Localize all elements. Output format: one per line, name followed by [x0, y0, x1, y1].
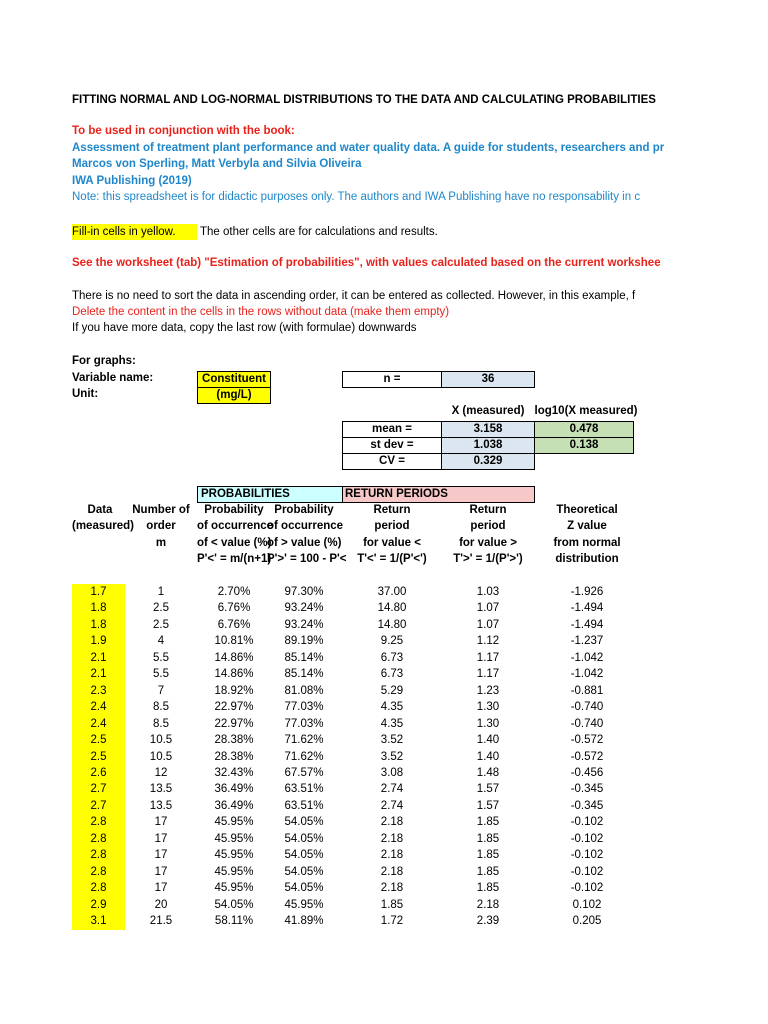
cell-order: 20 [154, 898, 168, 911]
cell-z-value: -1.042 [570, 651, 604, 664]
header-tl-3: for value < [363, 537, 421, 549]
cell-order: 8.5 [153, 701, 169, 714]
cell-prob-less: 14.86% [214, 668, 254, 681]
cell-data[interactable]: 1.8 [72, 617, 125, 634]
cell-prob-less: 28.38% [214, 750, 254, 763]
cell-prob-less: 58.11% [214, 915, 254, 927]
header-tl-2: period [374, 520, 410, 532]
header-order-3: m [155, 537, 167, 549]
cell-prob-more: 89.19% [284, 635, 324, 648]
table-row [0, 749, 768, 766]
cell-order: 7 [157, 684, 165, 697]
header-data-1: Data [87, 504, 113, 516]
cell-return-less: 6.73 [380, 651, 404, 664]
cell-return-more: 1.07 [476, 602, 500, 615]
cell-order: 5.5 [153, 651, 169, 664]
cell-return-more: 1.40 [476, 734, 500, 747]
cell-prob-less: 45.95% [214, 882, 254, 895]
cell-return-more: 1.48 [476, 766, 500, 779]
cell-order: 17 [154, 832, 168, 845]
table-row [0, 765, 768, 782]
cell-return-more: 2.39 [476, 915, 500, 927]
cell-order: 10.5 [149, 750, 173, 763]
cell-prob-more: 97.30% [284, 586, 324, 598]
cell-prob-more: 54.05% [284, 849, 324, 862]
cell-prob-more: 54.05% [284, 882, 324, 895]
cell-order: 21.5 [149, 915, 173, 927]
cell-order: 17 [154, 865, 168, 878]
cell-order: 4 [157, 635, 165, 648]
cell-data[interactable]: 2.5 [72, 732, 125, 749]
cell-z-value: -0.740 [570, 717, 604, 730]
cell-order: 8.5 [153, 717, 169, 730]
cell-order: 13.5 [149, 799, 173, 812]
header-order-1: Number of [132, 504, 190, 516]
cell-prob-less: 22.97% [214, 701, 254, 714]
cell-prob-more: 41.89% [284, 915, 324, 927]
cell-return-more: 1.85 [476, 865, 500, 878]
page-title: FITTING NORMAL AND LOG-NORMAL DISTRIBUTIONS TO THE DATA AND CALCULATING PROBABILITIES [72, 94, 656, 106]
header-tl-4: T'<' = 1/(P'<') [357, 553, 427, 565]
book-title: Assessment of treatment plant performance and water quality data. A guide for students, researchers and pr [72, 142, 665, 154]
cell-z-value: -0.102 [570, 865, 604, 878]
cell-prob-less: 6.76% [217, 618, 251, 631]
table-row [0, 897, 768, 914]
table-row [0, 650, 768, 667]
cv-x-value: 0.329 [441, 453, 535, 470]
mean-log-value: 0.478 [534, 421, 634, 438]
header-pl-4: P'<' = m/(n+1) [197, 553, 272, 565]
cell-prob-less: 6.76% [217, 602, 251, 615]
cell-data[interactable]: 2.8 [72, 831, 125, 848]
header-pm-3: of > value (%) [267, 537, 342, 549]
cell-return-more: 2.18 [476, 898, 500, 911]
table-row [0, 732, 768, 749]
cell-data[interactable]: 2.5 [72, 749, 125, 766]
cell-prob-less: 45.95% [214, 832, 254, 845]
cell-return-more: 1.17 [476, 651, 500, 664]
cell-data[interactable]: 2.8 [72, 864, 125, 881]
variable-name-label: Variable name: [72, 372, 154, 384]
cell-order: 1 [157, 586, 165, 598]
see-worksheet-note: See the worksheet (tab) "Estimation of probabilities", with values calculated based on the current workshee [72, 257, 661, 269]
cell-data[interactable]: 2.6 [72, 765, 125, 782]
cell-prob-less: 36.49% [214, 783, 254, 796]
copy-row-note: If you have more data, copy the last row (with formulae) downwards [72, 322, 417, 334]
cell-z-value: -0.456 [570, 766, 604, 779]
cell-prob-less: 18.92% [214, 684, 254, 697]
cell-prob-less: 45.95% [214, 816, 254, 829]
cell-return-less: 2.18 [380, 882, 404, 895]
cell-prob-more: 85.14% [284, 651, 324, 664]
cell-return-more: 1.57 [476, 783, 500, 796]
table-row [0, 699, 768, 716]
cell-return-less: 3.08 [380, 766, 404, 779]
cell-prob-more: 81.08% [284, 684, 324, 697]
cell-return-less: 9.25 [380, 635, 404, 648]
publisher: IWA Publishing (2019) [72, 175, 192, 187]
cell-prob-less: 14.86% [214, 651, 254, 664]
cell-data[interactable]: 2.7 [72, 781, 125, 798]
table-row [0, 880, 768, 897]
header-z-1: Theoretical [556, 504, 618, 516]
for-graphs-label: For graphs: [72, 355, 136, 367]
header-tm-1: Return [469, 504, 507, 516]
cell-return-less: 6.73 [380, 668, 404, 681]
cell-data[interactable]: 2.3 [72, 683, 125, 700]
header-tm-2: period [470, 520, 506, 532]
cell-z-value: -0.102 [570, 816, 604, 829]
table-row [0, 781, 768, 798]
cell-return-less: 2.18 [380, 849, 404, 862]
n-value-cell: 36 [441, 371, 535, 388]
return-periods-header: RETURN PERIODS [342, 486, 535, 503]
cell-prob-less: 32.43% [214, 766, 254, 779]
cell-z-value: 0.205 [572, 915, 602, 927]
cell-return-less: 2.18 [380, 865, 404, 878]
cell-order: 17 [154, 816, 168, 829]
cell-order: 2.5 [153, 602, 169, 615]
cell-prob-more: 67.57% [284, 766, 324, 779]
log-x-header: log10(X measured) [534, 405, 638, 417]
cell-data[interactable]: 1.7 [72, 584, 125, 601]
cell-z-value: -1.494 [570, 618, 604, 631]
cell-order: 13.5 [149, 783, 173, 796]
delete-rows-note: Delete the content in the cells in the rows without data (make them empty) [72, 306, 450, 318]
cell-data[interactable]: 2.7 [72, 798, 125, 815]
fill-in-note: Fill-in cells in yellow. [72, 224, 197, 240]
table-row [0, 617, 768, 634]
cell-prob-more: 93.24% [284, 618, 324, 631]
cell-data[interactable]: 1.9 [72, 633, 125, 650]
cell-z-value: -1.042 [570, 668, 604, 681]
cell-return-less: 3.52 [380, 734, 404, 747]
cell-prob-less: 45.95% [214, 865, 254, 878]
use-with-note: To be used in conjunction with the book: [72, 125, 295, 137]
header-tm-4: T'>' = 1/(P'>') [453, 553, 523, 565]
cell-return-more: 1.03 [476, 586, 500, 598]
cell-return-less: 3.52 [380, 750, 404, 763]
header-pl-2: of occurrence [197, 520, 274, 532]
table-row [0, 798, 768, 815]
cell-return-more: 1.85 [476, 816, 500, 829]
cell-order: 5.5 [153, 668, 169, 681]
table-row [0, 600, 768, 617]
table-row [0, 814, 768, 831]
mean-x-value: 3.158 [441, 421, 535, 438]
cell-return-more: 1.57 [476, 799, 500, 812]
header-data-2: (measured) [72, 520, 134, 532]
cell-data[interactable]: 2.9 [72, 897, 125, 914]
table-row [0, 633, 768, 650]
cell-order: 17 [154, 882, 168, 895]
stdev-label: st dev = [342, 437, 442, 454]
cell-data[interactable]: 2.1 [72, 666, 125, 683]
cell-z-value: -0.740 [570, 701, 604, 714]
cell-return-less: 2.74 [380, 799, 404, 812]
cell-prob-less: 54.05% [214, 898, 254, 911]
cell-return-more: 1.17 [476, 668, 500, 681]
cell-prob-more: 85.14% [284, 668, 324, 681]
cell-return-less: 1.85 [380, 898, 404, 911]
header-pl-3: of < value (%) [197, 537, 272, 549]
stdev-x-value: 1.038 [441, 437, 535, 454]
unit-label: Unit: [72, 388, 99, 400]
cell-data[interactable]: 1.8 [72, 600, 125, 617]
x-measured-header: X (measured) [451, 405, 525, 417]
cell-z-value: -1.926 [570, 586, 604, 598]
cell-return-more: 1.85 [476, 849, 500, 862]
cell-z-value: -1.494 [570, 602, 604, 615]
header-z-2: Z value [567, 520, 607, 532]
cell-z-value: -0.572 [570, 750, 604, 763]
cell-data[interactable]: 2.8 [72, 880, 125, 897]
cell-order: 2.5 [153, 618, 169, 631]
cell-return-less: 37.00 [377, 586, 407, 598]
header-tl-1: Return [373, 504, 411, 516]
cell-z-value: -0.345 [570, 783, 604, 796]
cell-prob-less: 36.49% [214, 799, 254, 812]
cell-prob-more: 71.62% [284, 734, 324, 747]
table-row [0, 913, 768, 930]
authors: Marcos von Sperling, Matt Verbyla and Silvia Oliveira [72, 158, 362, 170]
cell-z-value: -0.102 [570, 882, 604, 895]
cell-z-value: -0.572 [570, 734, 604, 747]
cell-prob-less: 28.38% [214, 734, 254, 747]
cell-return-less: 4.35 [380, 701, 404, 714]
n-label-cell: n = [342, 371, 442, 388]
cv-label: CV = [342, 453, 442, 470]
header-pl-1: Probability [204, 504, 264, 516]
cell-prob-less: 22.97% [214, 717, 254, 730]
cell-return-less: 2.74 [380, 783, 404, 796]
cell-prob-more: 45.95% [284, 898, 324, 911]
cell-prob-more: 54.05% [284, 816, 324, 829]
cell-data[interactable]: 2.4 [72, 716, 125, 733]
cell-data[interactable]: 2.1 [72, 650, 125, 667]
header-pm-2: of occurrence [267, 520, 344, 532]
cell-z-value: -0.345 [570, 799, 604, 812]
cell-z-value: -0.881 [570, 684, 604, 697]
table-row [0, 864, 768, 881]
stdev-log-value: 0.138 [534, 437, 634, 454]
cell-order: 17 [154, 849, 168, 862]
cell-data[interactable]: 3.1 [72, 913, 125, 930]
header-z-4: distribution [555, 553, 619, 565]
cell-return-more: 1.40 [476, 750, 500, 763]
table-row [0, 584, 768, 601]
cell-z-value: -1.237 [570, 635, 604, 648]
table-row [0, 716, 768, 733]
cell-prob-more: 93.24% [284, 602, 324, 615]
cell-prob-more: 77.03% [284, 701, 324, 714]
cell-prob-more: 63.51% [284, 799, 324, 812]
other-cells-note: The other cells are for calculations and results. [200, 226, 438, 238]
header-pm-4: P'>' = 100 - P'< [267, 553, 347, 565]
cell-z-value: 0.102 [572, 898, 602, 911]
cell-prob-more: 54.05% [284, 832, 324, 845]
table-row [0, 666, 768, 683]
cell-return-less: 14.80 [377, 602, 407, 615]
cell-return-less: 2.18 [380, 816, 404, 829]
cell-prob-less: 45.95% [214, 849, 254, 862]
table-row [0, 831, 768, 848]
cell-return-less: 14.80 [377, 618, 407, 631]
cell-data[interactable]: 2.4 [72, 699, 125, 716]
cell-order: 10.5 [149, 734, 173, 747]
cell-return-less: 4.35 [380, 717, 404, 730]
cell-return-more: 1.85 [476, 882, 500, 895]
variable-name-cell[interactable]: Constituent [197, 371, 271, 388]
cell-order: 12 [154, 766, 168, 779]
cell-prob-more: 77.03% [284, 717, 324, 730]
header-tm-3: for value > [459, 537, 517, 549]
header-z-3: from normal [553, 537, 621, 549]
probabilities-header: PROBABILITIES [197, 486, 343, 503]
cell-return-more: 1.12 [476, 635, 500, 648]
cell-prob-more: 71.62% [284, 750, 324, 763]
cell-prob-less: 10.81% [214, 635, 254, 648]
unit-cell[interactable]: (mg/L) [197, 387, 271, 404]
mean-label: mean = [342, 421, 442, 438]
cell-return-more: 1.85 [476, 832, 500, 845]
cell-return-less: 2.18 [380, 832, 404, 845]
cell-return-more: 1.30 [476, 701, 500, 714]
no-sort-note: There is no need to sort the data in ascending order, it can be entered as collected. However, in this example, f [72, 290, 636, 302]
cell-return-more: 1.30 [476, 717, 500, 730]
table-row [0, 683, 768, 700]
cell-z-value: -0.102 [570, 849, 604, 862]
cell-prob-more: 63.51% [284, 783, 324, 796]
header-pm-1: Probability [274, 504, 334, 516]
cell-prob-less: 2.70% [217, 586, 251, 598]
table-row [0, 847, 768, 864]
disclaimer-note: Note: this spreadsheet is for didactic purposes only. The authors and IWA Publishing have no responsability in c [72, 191, 641, 203]
cell-return-less: 5.29 [380, 684, 404, 697]
cell-return-less: 1.72 [380, 915, 404, 927]
cell-data[interactable]: 2.8 [72, 814, 125, 831]
cell-z-value: -0.102 [570, 832, 604, 845]
cell-return-more: 1.23 [476, 684, 500, 697]
header-order-2: order [146, 520, 176, 532]
cell-prob-more: 54.05% [284, 865, 324, 878]
cell-data[interactable]: 2.8 [72, 847, 125, 864]
cell-return-more: 1.07 [476, 618, 500, 631]
